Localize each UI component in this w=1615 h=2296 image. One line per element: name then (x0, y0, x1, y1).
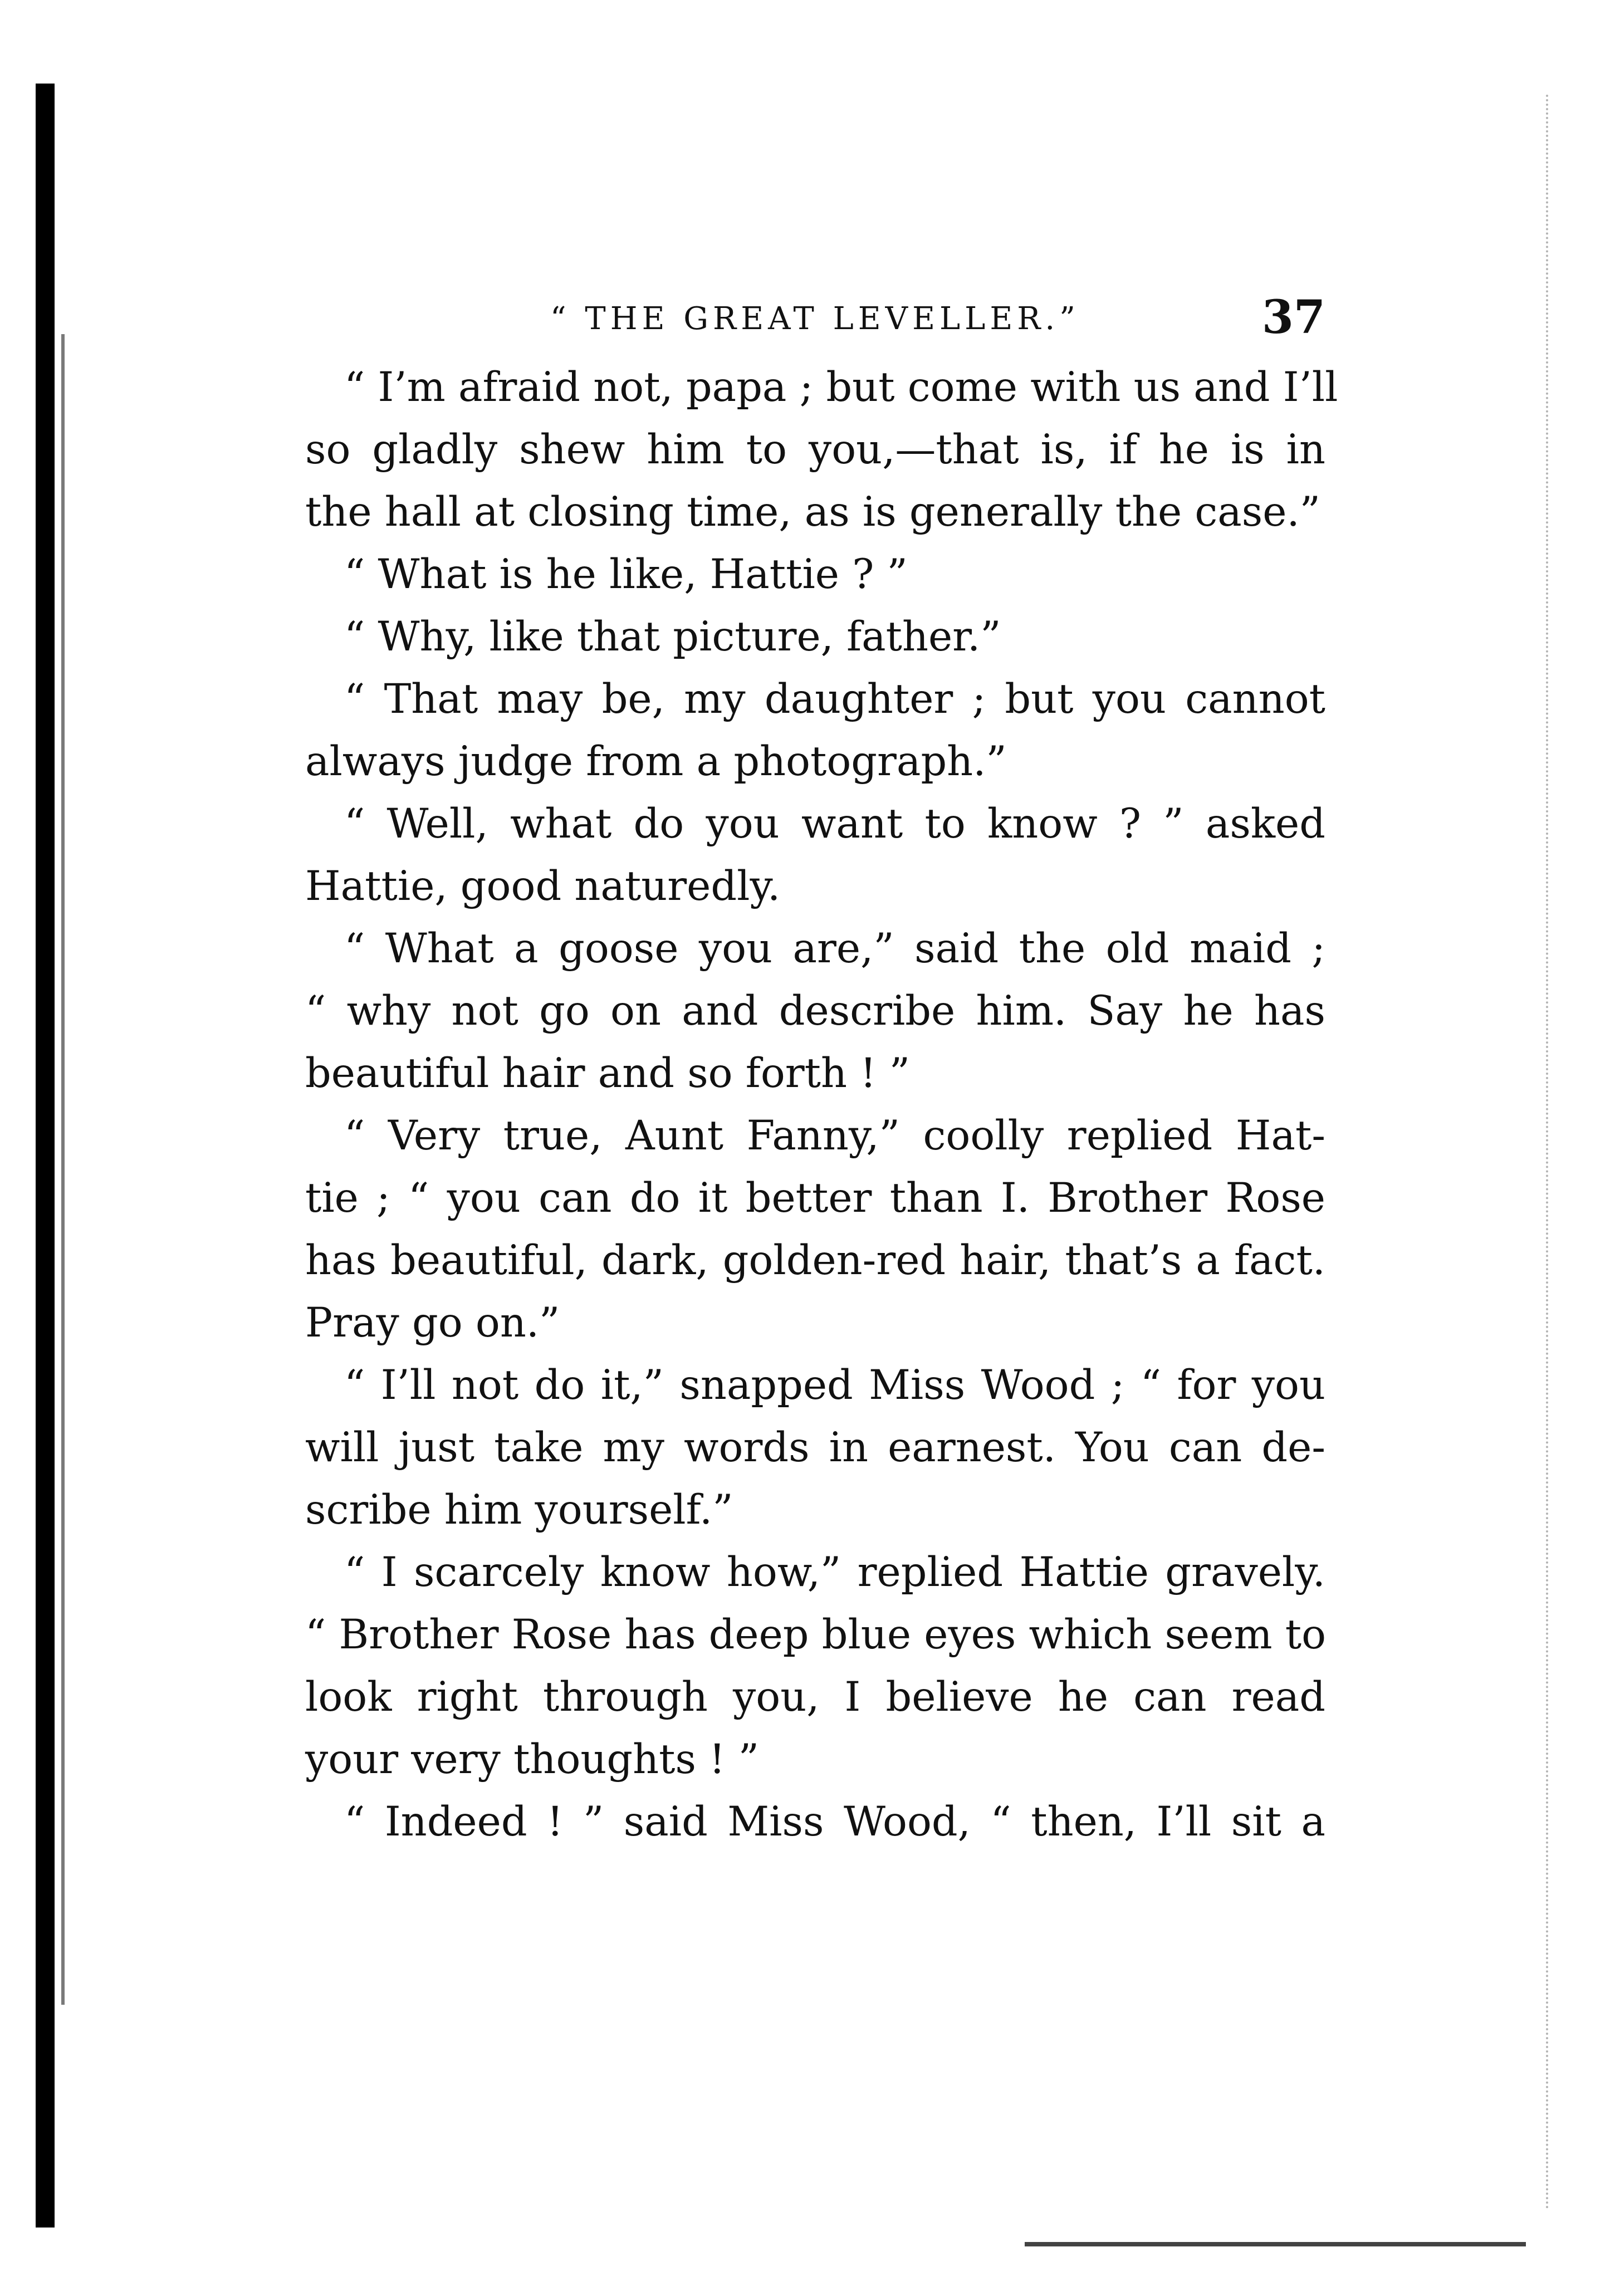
text-line: “ Indeed ! ” said Miss Wood, “ then, I’ll sit a (344, 1798, 1325, 1845)
text-line: the hall at closing time, as is generally the case.” (305, 488, 1320, 536)
body-text (305, 356, 1338, 1853)
running-head (305, 290, 1325, 356)
text-line: “ I’ll not do it,” snapped Miss Wood ; “ for you (344, 1362, 1325, 1409)
text-line: beautiful hair and so forth ! ” (305, 1050, 911, 1097)
text-line: “ Why, like that picture, father.” (344, 613, 1001, 660)
running-title: “ THE GREAT LEVELLER.” (550, 301, 1080, 337)
text-line: tie ; “ you can do it better than I. Brother Rose (305, 1174, 1325, 1222)
text-line: look right through you, I believe he can read (305, 1673, 1325, 1721)
text-line: will just take my words in earnest. You can de- (305, 1424, 1325, 1471)
scan-edge-right (1544, 95, 1548, 2211)
page-number: 37 (1261, 291, 1325, 344)
scan-edge-left (36, 84, 55, 2228)
bottom-rule (1025, 2242, 1526, 2246)
text-line: “ What is he like, Hattie ? ” (344, 551, 908, 598)
text-line: Pray go on.” (305, 1299, 560, 1347)
text-line: “ I’m afraid not, papa ; but come with us and I’ll (344, 364, 1338, 411)
text-line: scribe him yourself.” (305, 1486, 733, 1534)
text-line: always judge from a photograph.” (305, 738, 1007, 785)
text-line: Hattie, good naturedly. (305, 863, 781, 910)
book-page (305, 290, 1338, 1853)
text-line: has beautiful, dark, golden-red hair, that’s a fact. (305, 1237, 1325, 1284)
text-line: “ Well, what do you want to know ? ” asked (344, 800, 1325, 848)
text-line: your very thoughts ! ” (305, 1736, 760, 1783)
scan-edge-left-thin (61, 334, 65, 2005)
text-line: “ I scarcely know how,” replied Hattie gravely. (344, 1549, 1325, 1596)
text-line: “ Brother Rose has deep blue eyes which seem to (305, 1611, 1327, 1658)
text-line: “ why not go on and describe him. Say he has (305, 987, 1325, 1035)
text-line: “ What a goose you are,” said the old maid ; (344, 925, 1325, 972)
text-line: so gladly shew him to you,—that is, if he is in (305, 426, 1325, 473)
text-line: “ That may be, my daughter ; but you cannot (344, 675, 1325, 723)
text-line: “ Very true, Aunt Fanny,” coolly replied Hat- (344, 1112, 1325, 1159)
